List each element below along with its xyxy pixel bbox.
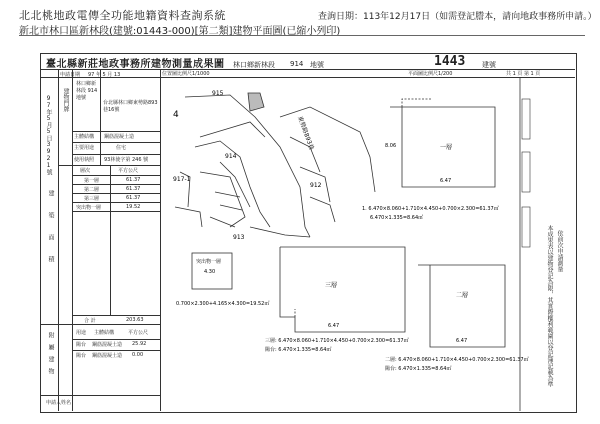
license-value: 93林使字第 246 號 [104, 157, 149, 163]
lot-label-915: 915 [212, 90, 224, 97]
attached-value: 0.00 [132, 352, 144, 358]
plan-floor-2 [418, 265, 505, 347]
plan-2f-balcony: 陽台: 6.470×1.335=8.64㎡ [385, 366, 452, 372]
area-row-value: 19.52 [126, 204, 141, 210]
door-value: 林口鄉新林段 914 地號 [76, 81, 98, 101]
area-col-level: 層次 [80, 168, 91, 174]
total-value: 203.63 [126, 317, 144, 323]
area-row-name: 第三層 [84, 196, 100, 202]
survey-stamp: 依前次申請測量 [556, 230, 563, 272]
plan-floor-3 [280, 247, 405, 332]
plan-1f-formula: 1. 6.470×8.060+1.710×4.450+0.700×2.300=61.37㎡ [362, 206, 499, 212]
area-section-label: 建築面積 [47, 190, 54, 278]
attached-value: 25.92 [132, 341, 147, 347]
structure-value: 鋼筋混凝土造 [104, 134, 135, 140]
plan-3f-balcony: 陽台: 6.470×1.335=8.64㎡ [265, 347, 332, 353]
usage-value: 住宅 [116, 145, 127, 151]
plan-roof-formula: 0.700×2.300+4.165×4.300=19.52㎡ [176, 301, 270, 307]
plan-roof-label: 突出物一層 [196, 259, 222, 265]
area-row-value: 61.37 [126, 177, 141, 183]
build-number: 1443 [434, 54, 466, 69]
sheet-title: 臺北縣新莊地政事務所建物測量成果圖 [46, 59, 225, 70]
page-indicator: 共 1 頁 第 1 頁 [506, 71, 541, 77]
area-row-name: 第二層 [84, 187, 100, 193]
apply-date: 97 年 5 月 13 [88, 72, 121, 78]
attached-use: 陽台 [76, 353, 87, 359]
plan-3f-label: 三層 [325, 282, 338, 289]
door-number: 台北縣林口鄉東勢路893巷16號 [103, 100, 158, 113]
area-row-value: 61.37 [126, 195, 141, 201]
location-map [175, 93, 375, 237]
attached-structure: 鋼筋混凝土造 [92, 342, 123, 348]
query-date: 查詢日期：113年12月17日（如需登記謄本，請向地政事務所申請。） [318, 12, 597, 22]
right-note: 本成果表以建物登記為限，其實際權利範圍以登記簿記載為準 [546, 225, 553, 387]
area-row-value: 61.37 [126, 186, 141, 192]
plan-2f-dim: 6.47 [456, 338, 468, 344]
structure-label: 主體結構 [74, 134, 95, 140]
plan-2f-formula: 二層: 6.470×8.060+1.710×4.450+0.700×2.300=61.37㎡ [385, 357, 529, 363]
plan-1f-formula-2: 6.470×1.335=8.64㎡ [370, 215, 424, 221]
document-subtitle: 新北市林口區新林段(建號:01443-000)[第二類]建物平面圖(已縮小列印) [19, 26, 341, 37]
plan-floor-1 [390, 99, 495, 187]
area-row-name: 突出物一層 [76, 205, 102, 211]
plan-1f-label: 一層 [440, 144, 453, 151]
area-col-sqm: 平方公尺 [118, 168, 139, 174]
attached-col-use: 用途 [76, 330, 87, 336]
plan-3f-formula: 三層: 6.470×8.060+1.710×4.450+0.700×2.300=61.37㎡ [265, 338, 409, 344]
lot-number: 914 [290, 60, 304, 68]
door-label: 建物門牌 [62, 88, 69, 112]
lot-label-917-1: 917-1 [173, 176, 191, 183]
plan-scale: 平面圖比例尺1/200 [408, 71, 453, 77]
street-label: 東勢路893巷 [296, 115, 315, 151]
lot-label-914: 914 [225, 153, 237, 160]
lot-label-913: 913 [233, 234, 245, 241]
attached-col-structure: 主體結構 [94, 330, 115, 336]
lot-label: 地號 [310, 61, 324, 69]
applicant-label: 申請人姓名 [46, 400, 72, 406]
attached-col-sqm: 平方公尺 [128, 330, 149, 336]
plan-1f-dim: 6.47 [440, 178, 452, 184]
area-row-name: 第一層 [84, 178, 100, 184]
lot-label-912: 912 [310, 182, 322, 189]
build-label: 建號 [482, 61, 496, 69]
location-scale: 位置圖比例尺1/1000 [162, 71, 210, 77]
section-name: 林口鄉新林段 [233, 61, 275, 69]
drawing-area [160, 77, 575, 411]
attached-section-label: 附屬建物 [47, 332, 54, 380]
plan-roof-dim: 4.30 [204, 269, 216, 275]
north-mark: 4 [173, 110, 179, 120]
system-title: 北北桃地政電傳全功能地籍資料查詢系統 [19, 9, 226, 22]
total-label: 合 計 [84, 318, 96, 324]
usage-label: 主要用途 [74, 145, 95, 151]
plan-2f-label: 二層 [456, 292, 469, 299]
attached-use: 陽台 [76, 342, 87, 348]
apply-date-label: 申請日期 [60, 72, 81, 78]
license-label: 使用執照 [74, 157, 95, 163]
attached-structure: 鋼筋混凝土造 [92, 353, 123, 359]
plan-3f-dim: 6.47 [328, 323, 340, 329]
subject-lot [248, 93, 264, 111]
plan-1f-dim-side: 8.06 [385, 143, 397, 149]
header-divider [19, 35, 585, 36]
application-number: 97年5月5日3921號 [45, 95, 52, 175]
